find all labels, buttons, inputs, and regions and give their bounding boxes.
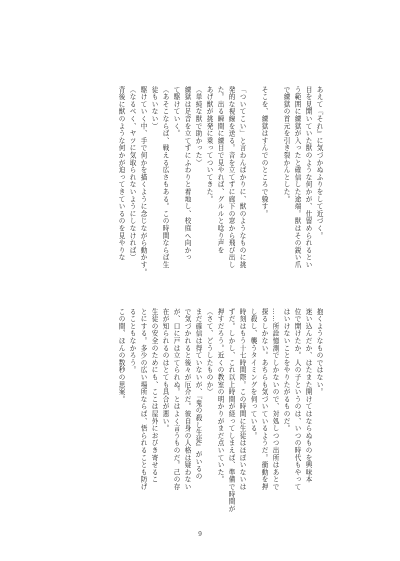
text-line: で練獄の首元を引き裂かんとした。 xyxy=(282,86,290,203)
text-line: この間、ほんの数秒の思案。 xyxy=(117,308,125,403)
text-line xyxy=(247,86,258,286)
text-line: とにする。多少の広い場所ならば、悟られることも防げ xyxy=(139,308,147,491)
text-line: ずだ。しかし、これ以上時間が経ってしまえば、準備で時間が xyxy=(227,308,235,513)
text-line: 「ついてこい」と言わんばかりに、獣のようなものに挑 xyxy=(238,86,246,269)
text-line: 位で開けたか。人の子というのは、いつの時代もやって xyxy=(293,308,301,491)
text-line: （単純な獣で助かった） xyxy=(194,86,202,167)
upper-text-block xyxy=(115,86,324,286)
text-line: う範囲に練獄が入ったと確信した途端。獣はその鋭い爪 xyxy=(293,86,301,269)
text-line: 抱くようなものではない。 xyxy=(315,308,323,396)
text-line: （あそこならば、戦える広さもある。この時間ならば生 xyxy=(161,86,169,269)
text-line: ……所詮憶測でしかないので、対処しつつ出所はあとで xyxy=(271,308,279,491)
text-line: まだ確信は得ていないが、『鬼の殺し生徒』がいるの xyxy=(194,308,202,480)
text-line: し殺し、襲うタイミングを伺っている。 xyxy=(249,308,257,440)
text-line xyxy=(269,86,280,286)
text-line: 在が知られるのはとても具合が悪い。 xyxy=(161,308,169,433)
text-line: 目を見開いていた獣のような何かが、仕留められるとい xyxy=(304,86,312,269)
text-line: で気づかれると後々が厄介だ。彼自身の人格は疑わない xyxy=(183,308,191,491)
text-line: 時刻はもう十七時間際。この時間に生徒はほぼいないは xyxy=(238,308,246,491)
text-line: 背後に獣のような何かが迫ってきているのを見やりな xyxy=(117,86,125,262)
text-line: 探るしかない。あちらも気づいているようだ。衝動を押 xyxy=(260,308,268,491)
text-line: が、口に戸は立てられぬ。とはよく言うものだ。己の存 xyxy=(172,308,180,491)
text-line: ることもなかろう。 xyxy=(128,308,136,374)
text-line: 駆けていく中、手で何かを描くように念じながら動かす。 xyxy=(139,86,147,276)
text-line: 練獄は足音を立てずにふわりと着地し、校庭へ向かっ xyxy=(183,86,191,262)
text-line: あげ獣が挑発に乗ってついてきた。 xyxy=(205,86,213,203)
text-line: （さて、どうしたものか） xyxy=(205,308,213,396)
text-line: 発的な視線を送る。音を立てずに廊下の窓から飛び出し xyxy=(227,86,235,269)
text-line: 徒もいない） xyxy=(150,86,158,130)
text-line: 迷い込んだか、はたまた開けてはならぬものを興味本 xyxy=(304,308,312,484)
text-line: た。出る瞬間に練目で見やれば、グルルと唸り声を xyxy=(216,86,224,254)
text-line: 生徒の安全のためにも、ここは屋外におびき寄せるこ xyxy=(150,308,158,484)
text-line: はいけないことをやりたがるものだ。 xyxy=(282,308,290,433)
text-line: そこを、練獄はすんでのところで躱す。 xyxy=(260,86,268,218)
text-line: （なるべく、ヤツに気取られないようにしなければ） xyxy=(128,86,136,262)
text-line: 押すだろう。近くの教室の明かりがまだ点いていた。 xyxy=(216,308,224,484)
lower-text-block xyxy=(115,308,324,513)
text-line: あえて『それ』に気づかぬふりをして近づく。 xyxy=(315,86,323,240)
page-number: 9 xyxy=(198,531,202,538)
text-line: て駆けていく。 xyxy=(172,86,180,138)
